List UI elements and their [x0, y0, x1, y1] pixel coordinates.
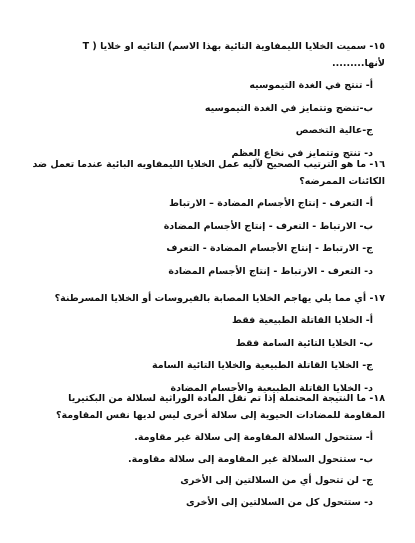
question-text: ١٥- سميت الخلايا الليمفاوية التائية بهذا الاسم) التائيه او خلايا ( T لأنها.........	[82, 41, 385, 69]
option-a: أ- التعرف - إنتاج الأجسام المضادة – الارتباط	[169, 198, 373, 209]
option-a: أ- الخلايا القاتلة الطبيعية فقط	[232, 315, 373, 326]
option-b: ب-تنضج وتتمايز في الغدة التيموسيه	[204, 102, 373, 114]
question-text: ١٦- ما هو الترتيب الصحيح لآليه عمل الخلايا الليمفاويه البائية عندما تعمل ضد الكائنات الممرضه؟	[32, 159, 385, 187]
question-text: ١٧- أي مما يلي يهاجم الخلايا المصابة بالفيروسات أو الخلايا المسرطنة؟	[54, 293, 385, 304]
option-c: ج- لن تتحول أي من السلالتين إلى الأخرى	[180, 475, 373, 486]
question-17	[27, 290, 385, 400]
option-c: ج-عالية التخصص	[295, 125, 373, 136]
option-b: ب- الخلايا التائية السامة فقط	[235, 337, 373, 349]
options-list	[27, 310, 385, 400]
options-list	[27, 75, 385, 165]
option-a: أ- ستتحول السلالة المقاومة إلى سلالة غير مقاومة.	[134, 432, 373, 443]
option-c: ج- الخلايا القاتلة الطبيعية والخلايا التائية السامة	[151, 360, 373, 371]
option-d: د- تنتج وتتمايز في نخاع العظم	[231, 147, 373, 159]
question-15	[27, 38, 385, 165]
question-text: ١٨- ما النتيجة المحتملة إذا تم نقل المادة الوراثية لسلالة من البكتيريا المقاومة للمضادات الحيوية إلى سلالة أخرى ليس لديها نفس المقاومة؟	[55, 393, 385, 421]
option-b: ب- الارتباط - التعرف - إنتاج الأجسام المضادة	[163, 220, 373, 232]
option-a: أ- تنتج في الغدة التيموسيه	[249, 80, 373, 91]
option-d: د- ستتحول كل من السلالتين إلى الأخرى	[185, 496, 373, 508]
option-b: ب- ستتحول السلالة غير المقاومة إلى سلالة مقاومة.	[127, 453, 373, 465]
question-18	[27, 390, 385, 513]
options-list	[27, 193, 385, 283]
option-d: د- التعرف - الارتباط - إنتاج الأجسام المضادة	[168, 265, 373, 277]
option-c: ج- الارتباط - إنتاج الأجسام المضادة - التعرف	[166, 243, 373, 254]
options-list	[27, 427, 385, 513]
question-16	[27, 156, 385, 283]
option-d: د- الخلايا القاتلة الطبيعية والأجسام المضادة	[170, 382, 373, 394]
